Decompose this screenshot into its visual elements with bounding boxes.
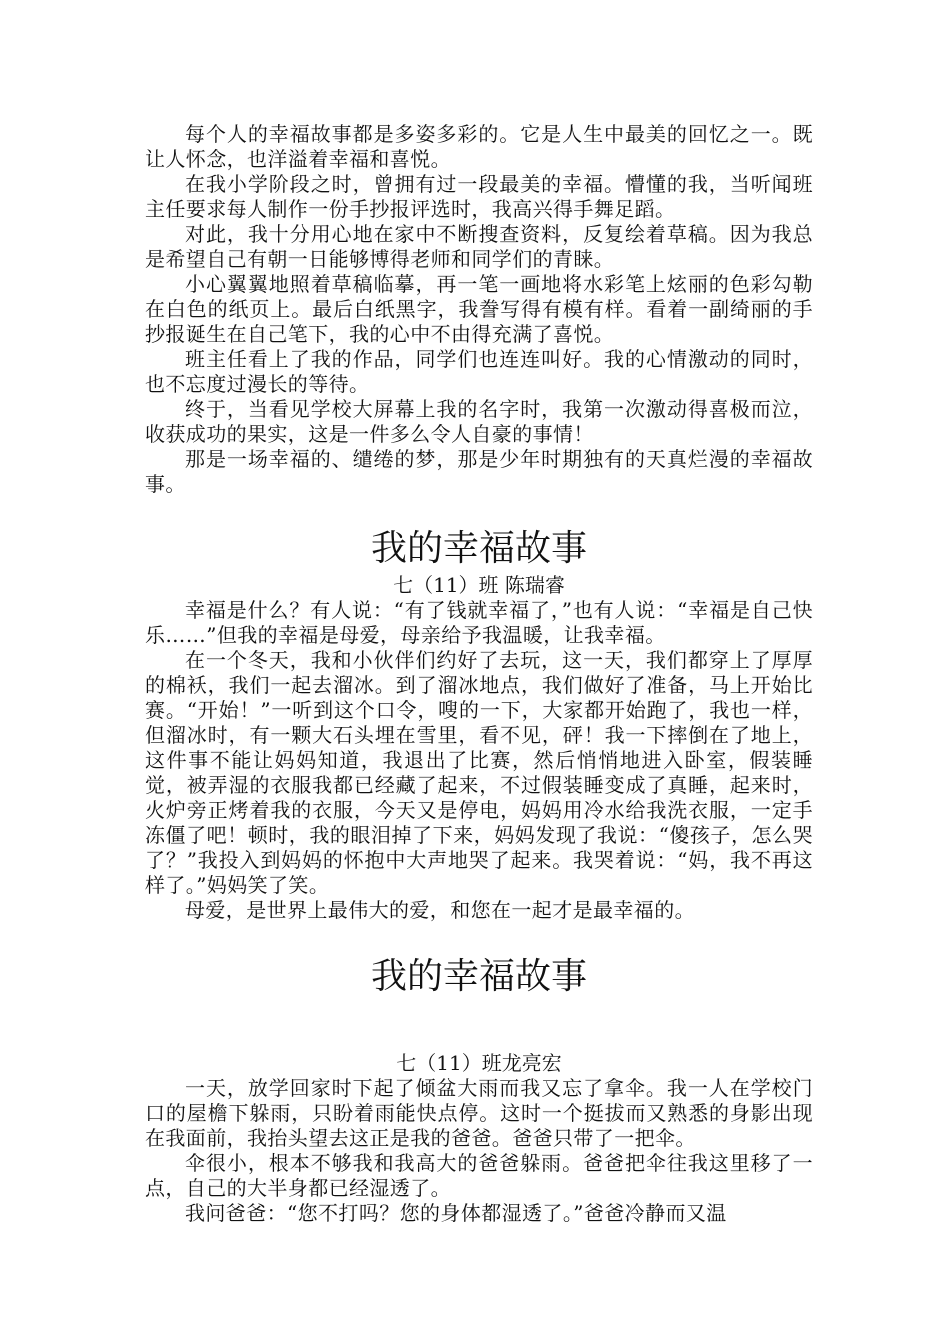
story3-paragraph: 一天，放学回家时下起了倾盆大雨而我又忘了拿伞。我一人在学校门口的屋檐下躲雨，只盼着雨能快点停。这时一个挺拔而又熟悉的身影出现在我面前，我抬头望去这正是我的爸爸。爸爸只带了一把伞。 <box>145 1076 813 1150</box>
story1-paragraph: 那是一场幸福的、缱绻的梦，那是少年时期独有的天真烂漫的幸福故事。 <box>145 447 813 496</box>
story2-title: 我的幸福故事 <box>370 528 587 569</box>
story-1 <box>145 122 813 497</box>
story2-paragraph: 幸福是什么？有人说：“有了钱就幸福了，”也有人说：“幸福是自己快乐……”但我的幸福是母爱，母亲给予我温暖，让我幸福。 <box>145 598 813 647</box>
story1-paragraph: 终于，当看见学校大屏幕上我的名字时，我第一次激动得喜极而泣，收获成功的果实，这是一件多么令人自豪的事情！ <box>145 397 813 446</box>
story2-paragraph: 在一个冬天，我和小伙伴们约好了去玩，这一天，我们都穿上了厚厚的棉袄，我们一起去溜冰。到了溜冰地点，我们做好了准备，马上开始比赛。“开始！”一听到这个口令，嗖的一下，大家都开始跑了，我也一样，但溜冰时，有一颗大石头埋在雪里，看不见，砰！我一下摔倒在了地上，这件事不能让妈妈知道，我退出了比赛，然后悄悄地进入卧室，假装睡觉，被弄湿的衣服我都已经藏了起来，不过假装睡变成了真睡，起来时，火炉旁正烤着我的衣服，今天又是停电，妈妈用冷水给我洗衣服，一定手冻僵了吧！顿时，我的眼泪掉了下来，妈妈发现了我说：“傻孩子，怎么哭了？”我投入到妈妈的怀抱中大声地哭了起来。我哭着说：“妈，我不再这样了。”妈妈笑了笑。 <box>145 648 813 897</box>
story1-paragraph: 每个人的幸福故事都是多姿多彩的。它是人生中最美的回忆之一。既让人怀念，也洋溢着幸福和喜悦。 <box>145 122 813 171</box>
story1-paragraph: 小心翼翼地照着草稿临摹，再一笔一画地将水彩笔上炫丽的色彩勾勒在白色的纸页上。最后白纸黑字，我誊写得有模有样。看着一副绮丽的手抄报诞生在自己笔下，我的心中不由得充满了喜悦。 <box>145 272 813 346</box>
story1-paragraph: 班主任看上了我的作品，同学们也连连叫好。我的心情激动的同时，也不忘度过漫长的等待。 <box>145 347 813 396</box>
story1-paragraph: 在我小学阶段之时，曾拥有过一段最美的幸福。懵懂的我，当听闻班主任要求每人制作一份手抄报评选时，我高兴得手舞足蹈。 <box>145 172 813 221</box>
story1-paragraph: 对此，我十分用心地在家中不断搜查资料，反复绘着草稿。因为我总是希望自己有朝一日能够博得老师和同学们的青睐。 <box>145 222 813 271</box>
document-page <box>145 122 813 1226</box>
story3-paragraph: 我问爸爸：“您不打吗？您的身体都湿透了。”爸爸冷静而又温 <box>185 1201 727 1225</box>
story3-paragraph: 伞很小，根本不够我和我高大的爸爸躲雨。爸爸把伞往我这里移了一点，自己的大半身都已经湿透了。 <box>145 1151 813 1200</box>
story-2 <box>145 527 813 923</box>
story2-paragraph: 母爱，是世界上最伟大的爱，和您在一起才是最幸福的。 <box>185 898 695 922</box>
story3-author: 七（11）班龙亮宏 <box>396 1051 562 1075</box>
story-3 <box>145 955 813 1226</box>
story2-author: 七（11）班 陈瑞睿 <box>393 573 565 597</box>
story3-title: 我的幸福故事 <box>370 956 587 997</box>
